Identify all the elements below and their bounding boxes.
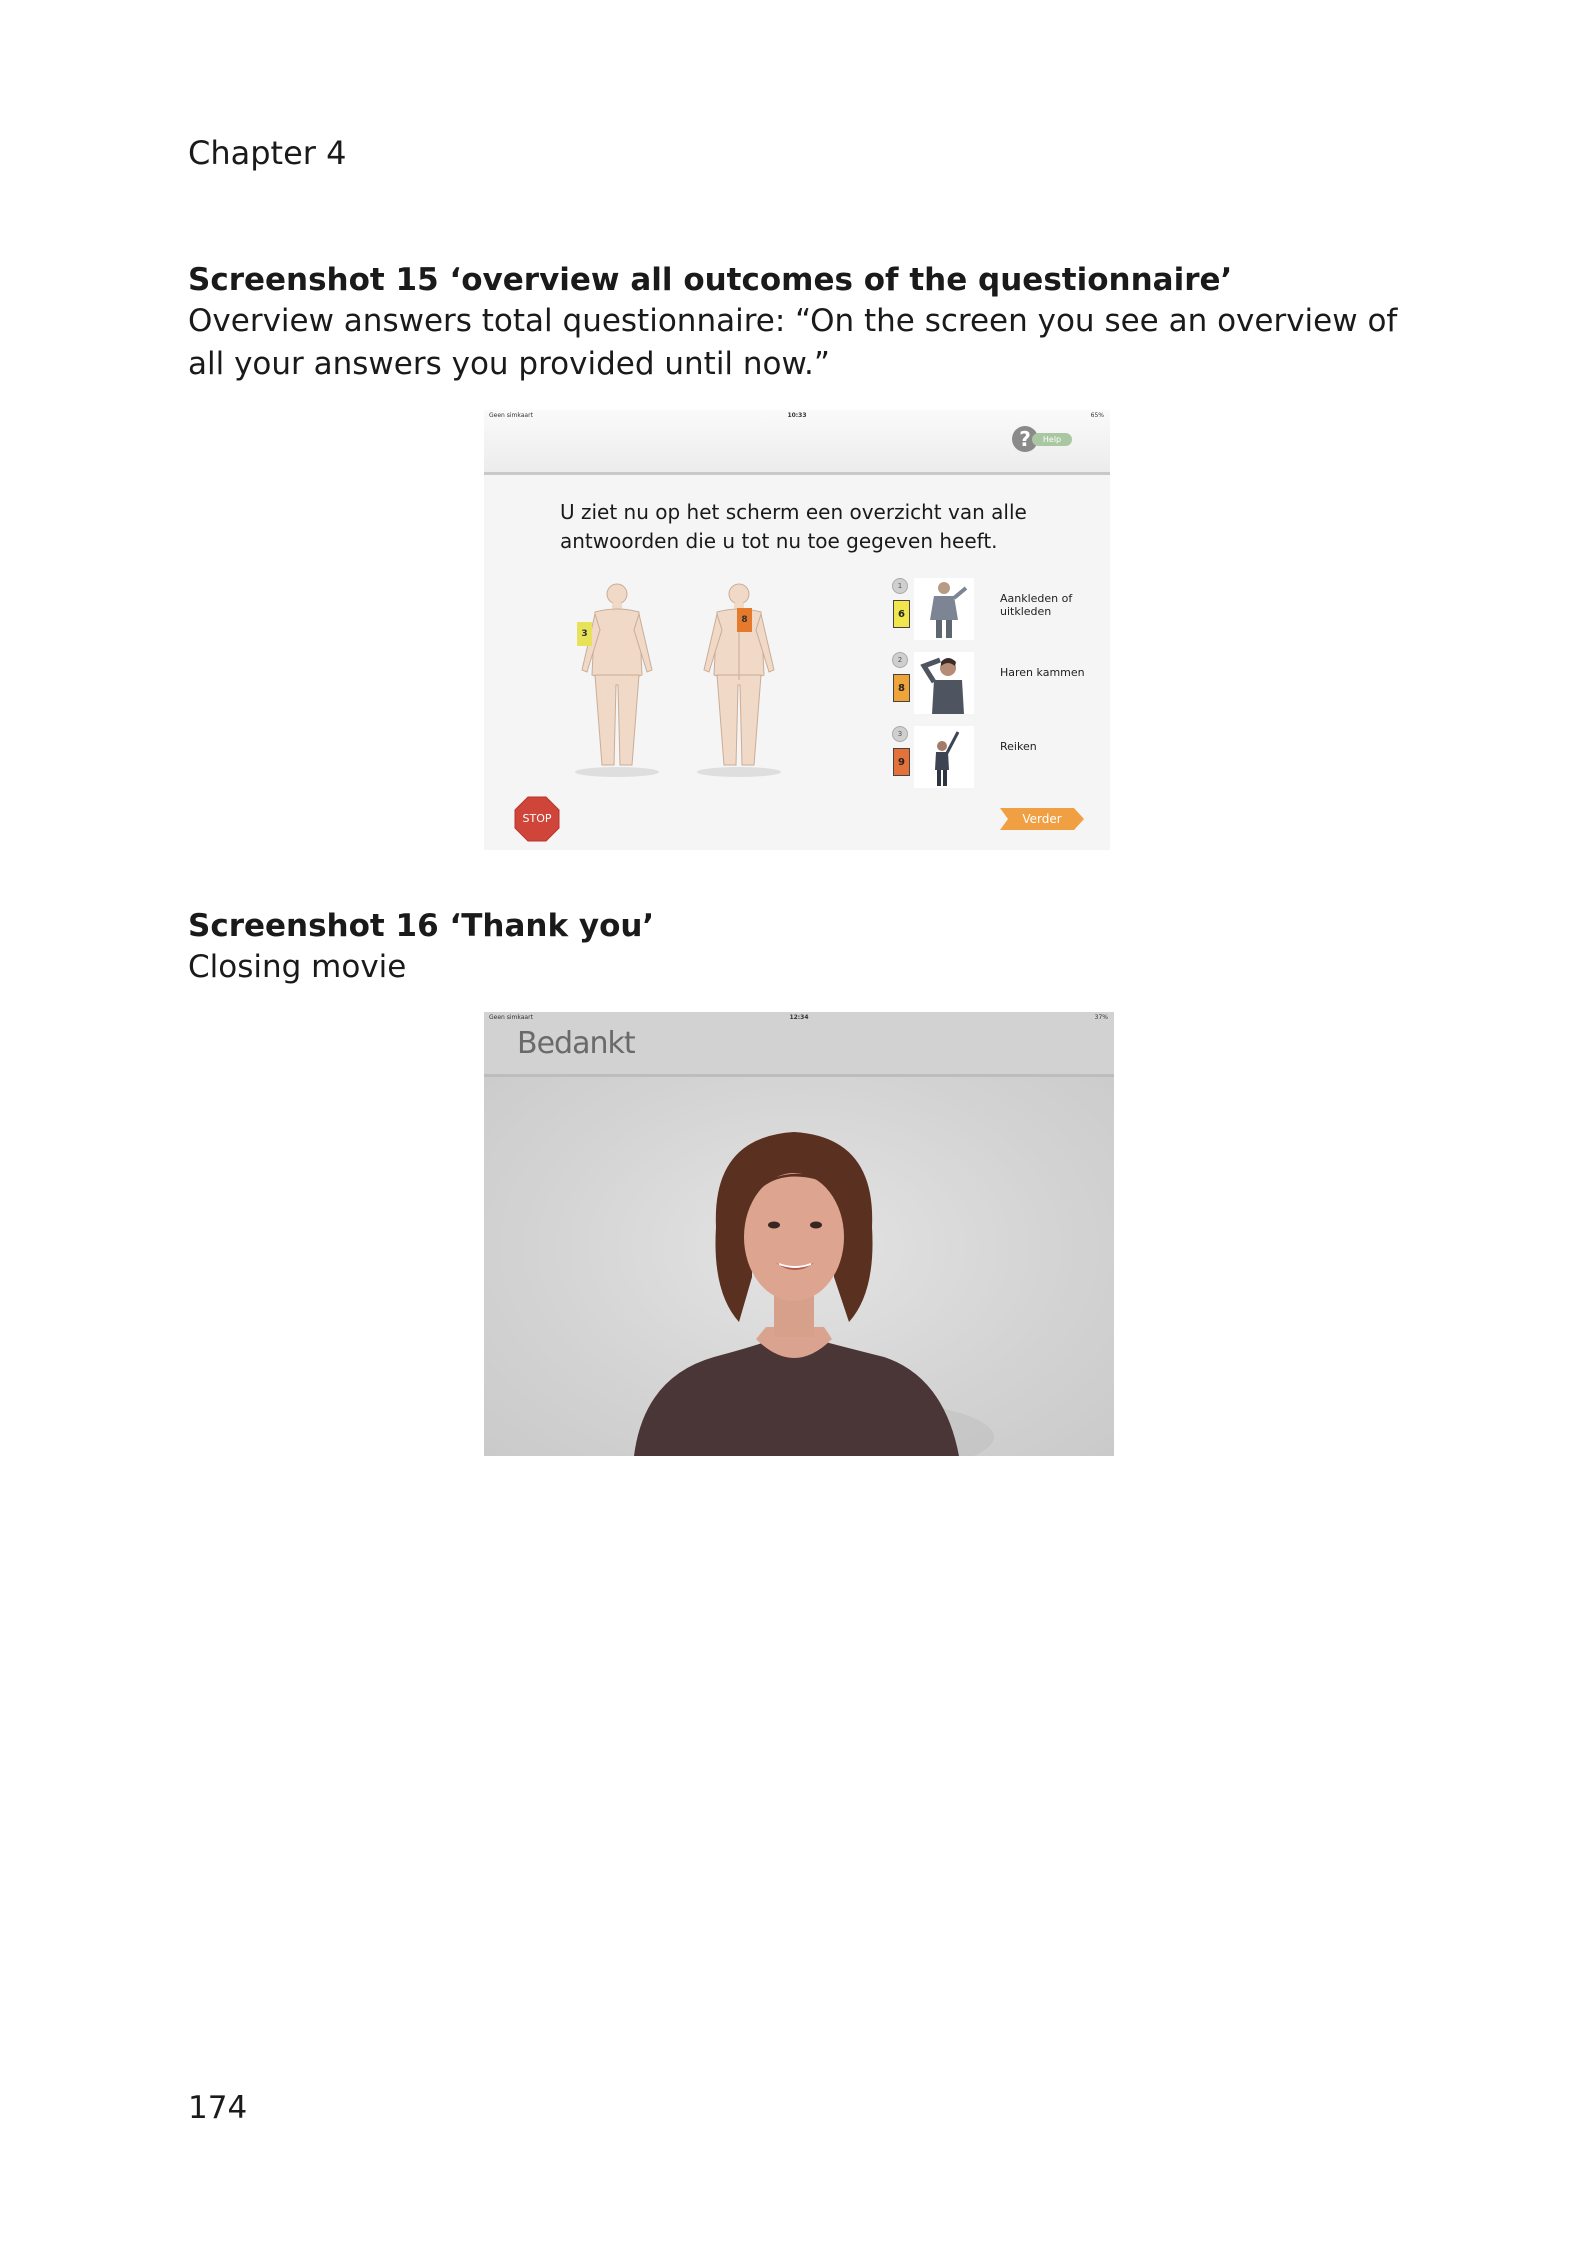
activity-number-icon: 2	[892, 652, 908, 668]
screenshot-15-caption: Overview answers total questionnaire: “On the screen you see an overview of all your answers you provided until now.”	[188, 303, 1398, 382]
carrier-label: Geen simkaart	[489, 1014, 533, 1021]
help-icon: ?	[1012, 426, 1038, 452]
screenshot-15-image	[484, 410, 1110, 850]
body-marker-front: 3	[577, 622, 592, 646]
chapter-label: Chapter 4	[188, 134, 347, 172]
carrier-label: Geen simkaart	[489, 412, 533, 419]
answer-label: Haren kammen	[1000, 666, 1085, 679]
intro-text: U ziet nu op het scherm een overzicht van alle antwoorden die u tot nu toe gegeven heeft.	[560, 500, 1027, 553]
answer-item	[892, 726, 1110, 790]
screenshot-15-heading: Screenshot 15 ‘overview all outcomes of the questionnaire’	[188, 262, 1233, 298]
answer-item	[892, 652, 1110, 716]
stop-label: STOP	[522, 812, 552, 825]
presenter-video-frame	[484, 1077, 1114, 1456]
screenshot-16-image	[484, 1012, 1114, 1456]
score-badge: 9	[893, 748, 910, 776]
answer-label: Reiken	[1000, 740, 1037, 753]
answer-item	[892, 578, 1110, 642]
score-badge: 8	[893, 674, 910, 702]
help-label: Help	[1032, 433, 1072, 446]
body-front-figure	[562, 580, 672, 780]
battery-label: 37%	[1094, 1014, 1108, 1021]
body-marker-back: 8	[737, 608, 752, 632]
next-button[interactable]	[1000, 806, 1084, 832]
help-button[interactable]	[1012, 426, 1076, 452]
reaching-photo	[914, 726, 974, 788]
video-player[interactable]	[484, 1077, 1114, 1456]
clock: 12:34	[789, 1014, 809, 1021]
screenshot-16-heading: Screenshot 16 ‘Thank you’	[188, 908, 655, 944]
next-label: Verder	[1022, 812, 1062, 826]
clock: 10:33	[787, 412, 807, 419]
screen-title: Bedankt	[517, 1026, 635, 1061]
page-number: 174	[188, 2090, 248, 2126]
activity-number-icon: 1	[892, 578, 908, 594]
status-bar	[484, 410, 1110, 422]
screenshot-16-caption: Closing movie	[188, 949, 407, 985]
status-bar	[484, 1012, 1114, 1024]
activity-number-icon: 3	[892, 726, 908, 742]
hair-combing-photo	[914, 652, 974, 714]
battery-label: 65%	[1090, 412, 1104, 419]
score-badge: 6	[893, 600, 910, 628]
answers-list	[892, 578, 1110, 778]
dressing-photo	[914, 578, 974, 640]
stop-button[interactable]	[514, 796, 560, 842]
answer-label: Aankleden of uitkleden	[1000, 592, 1073, 618]
